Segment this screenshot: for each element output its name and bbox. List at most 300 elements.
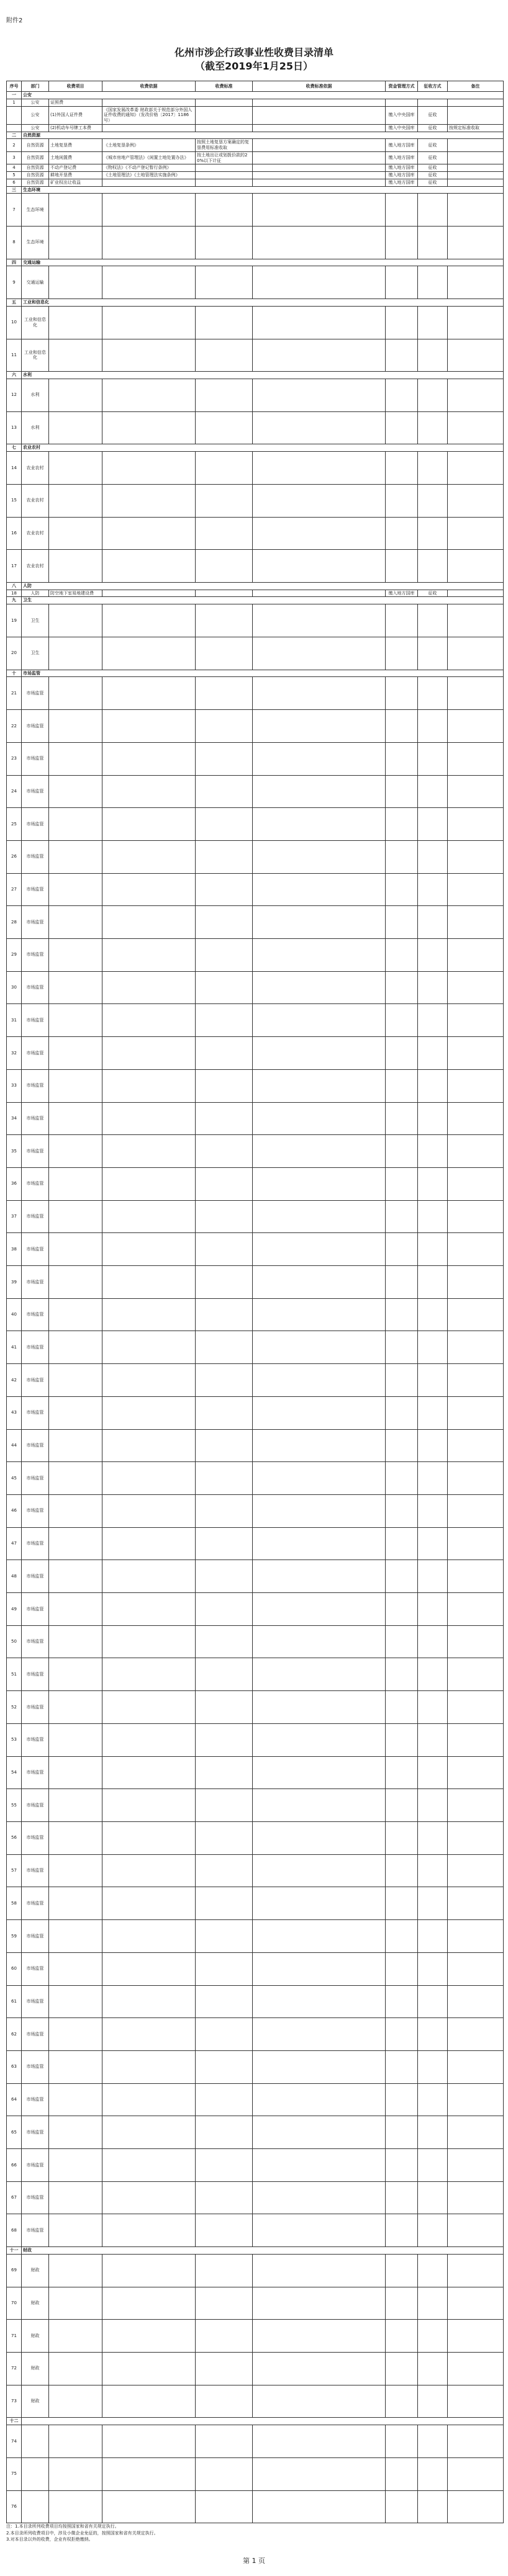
cell-fund	[386, 266, 418, 299]
cell-fund: 缴入中央国库	[386, 124, 418, 132]
cell-fund	[386, 2050, 418, 2083]
cell-no: 9	[7, 266, 22, 299]
section-row	[7, 299, 504, 307]
table-row	[7, 637, 504, 670]
cell-item	[49, 411, 102, 444]
table-row	[7, 677, 504, 710]
table-row	[7, 226, 504, 259]
cell-item: 土地闲置费	[49, 151, 102, 164]
cell-remark	[448, 775, 504, 808]
footnote: 注：1.本目录所列收费项目均按照国家和省有关规定执行。	[6, 2524, 119, 2529]
section-row	[7, 372, 504, 379]
cell-standard	[196, 1233, 253, 1266]
cell-basis	[102, 1854, 196, 1887]
cell-standard	[196, 2214, 253, 2247]
cell-method	[418, 604, 448, 637]
cell-fund	[386, 710, 418, 743]
cell-no: 49	[7, 1593, 22, 1626]
cell-standard-basis	[253, 1723, 386, 1756]
cell-item	[49, 1691, 102, 1724]
cell-no: 60	[7, 1952, 22, 1985]
table-row	[7, 452, 504, 485]
table-row	[7, 1952, 504, 1985]
cell-remark	[448, 1200, 504, 1233]
cell-basis	[102, 1494, 196, 1527]
cell-standard	[196, 306, 253, 339]
cell-item	[49, 2287, 102, 2320]
cell-basis	[102, 1691, 196, 1724]
cell-standard	[196, 172, 253, 179]
cell-method	[418, 677, 448, 710]
cell-item	[49, 2214, 102, 2247]
cell-method	[418, 1822, 448, 1855]
table-row	[7, 2320, 504, 2353]
cell-remark	[448, 1658, 504, 1691]
cell-method	[418, 2254, 448, 2287]
section-no: 五	[7, 299, 22, 307]
cell-method	[418, 2149, 448, 2182]
section-row	[7, 186, 504, 194]
cell-standard-basis	[253, 1756, 386, 1789]
cell-standard	[196, 1658, 253, 1691]
cell-method	[418, 1233, 448, 1266]
cell-remark	[448, 2425, 504, 2458]
cell-remark	[448, 840, 504, 873]
cell-remark	[448, 2149, 504, 2182]
cell-dept: 市场监管	[22, 1266, 49, 1299]
cell-method	[418, 2490, 448, 2523]
table-row	[7, 339, 504, 372]
table-row	[7, 1593, 504, 1626]
cell-fund	[386, 775, 418, 808]
cell-basis	[102, 1364, 196, 1397]
table-row	[7, 139, 504, 152]
cell-standard	[196, 1331, 253, 1364]
cell-standard-basis	[253, 2287, 386, 2320]
cell-method	[418, 1167, 448, 1200]
cell-remark	[448, 139, 504, 152]
cell-method	[418, 550, 448, 583]
cell-dept: 财政	[22, 2385, 49, 2418]
cell-standard-basis	[253, 1233, 386, 1266]
cell-standard-basis	[253, 906, 386, 939]
cell-dept: 市场监管	[22, 1396, 49, 1429]
cell-method	[418, 99, 448, 106]
cell-basis	[102, 124, 196, 132]
cell-method	[418, 1854, 448, 1887]
cell-remark	[448, 637, 504, 670]
cell-fund	[386, 637, 418, 670]
cell-method	[418, 1756, 448, 1789]
cell-standard-basis	[253, 2353, 386, 2385]
cell-standard-basis	[253, 306, 386, 339]
table-row	[7, 2214, 504, 2247]
cell-basis	[102, 99, 196, 106]
cell-item	[49, 1429, 102, 1462]
cell-standard	[196, 1985, 253, 2018]
cell-remark	[448, 1266, 504, 1299]
cell-no: 38	[7, 1233, 22, 1266]
cell-remark	[448, 1167, 504, 1200]
header-no: 序号	[7, 81, 22, 92]
section-title	[22, 2418, 504, 2425]
cell-remark	[448, 1462, 504, 1495]
cell-method	[418, 2287, 448, 2320]
cell-basis	[102, 2320, 196, 2353]
cell-basis	[102, 971, 196, 1004]
cell-item	[49, 971, 102, 1004]
cell-basis	[102, 1331, 196, 1364]
cell-item	[49, 1135, 102, 1168]
document-subtitle: （截至2019年1月25日）	[195, 60, 313, 72]
cell-method	[418, 1135, 448, 1168]
cell-standard-basis	[253, 2425, 386, 2458]
cell-dept: 市场监管	[22, 775, 49, 808]
footnote: 3.对本目录以外的收费，企业有权拒绝缴纳。	[6, 2537, 93, 2542]
cell-fund	[386, 1135, 418, 1168]
cell-remark	[448, 1233, 504, 1266]
cell-item	[49, 1527, 102, 1560]
cell-no: 41	[7, 1331, 22, 1364]
section-title: 市场监管	[22, 670, 504, 677]
cell-standard-basis	[253, 379, 386, 412]
cell-remark	[448, 339, 504, 372]
cell-standard-basis	[253, 99, 386, 106]
cell-basis	[102, 2254, 196, 2287]
cell-method	[418, 226, 448, 259]
cell-remark	[448, 1331, 504, 1364]
cell-standard	[196, 379, 253, 412]
cell-standard-basis	[253, 2254, 386, 2287]
cell-item	[49, 1102, 102, 1135]
cell-dept: 市场监管	[22, 1527, 49, 1560]
cell-standard-basis	[253, 1952, 386, 1985]
cell-remark	[448, 808, 504, 841]
cell-no: 30	[7, 971, 22, 1004]
table-row	[7, 1037, 504, 1070]
cell-basis	[102, 677, 196, 710]
cell-no: 25	[7, 808, 22, 841]
cell-remark	[448, 2214, 504, 2247]
cell-standard	[196, 2490, 253, 2523]
table-row	[7, 2287, 504, 2320]
cell-standard-basis	[253, 266, 386, 299]
cell-method	[418, 1429, 448, 1462]
cell-standard	[196, 2050, 253, 2083]
table-row	[7, 99, 504, 106]
cell-method	[418, 1396, 448, 1429]
cell-no: 4	[7, 164, 22, 172]
cell-no: 18	[7, 590, 22, 597]
cell-remark	[448, 2181, 504, 2214]
cell-fund	[386, 517, 418, 550]
cell-basis	[102, 306, 196, 339]
cell-standard	[196, 1887, 253, 1920]
cell-fund	[386, 1691, 418, 1724]
cell-dept: 市场监管	[22, 1822, 49, 1855]
cell-no: 65	[7, 2116, 22, 2149]
cell-fund	[386, 1789, 418, 1822]
cell-method	[418, 1004, 448, 1037]
cell-basis	[102, 590, 196, 597]
cell-remark	[448, 1854, 504, 1887]
cell-method	[418, 1985, 448, 2018]
cell-dept: 市场监管	[22, 1135, 49, 1168]
cell-standard	[196, 2254, 253, 2287]
cell-standard-basis	[253, 637, 386, 670]
table-row	[7, 971, 504, 1004]
cell-method	[418, 1691, 448, 1724]
cell-no: 46	[7, 1494, 22, 1527]
cell-fund	[386, 2353, 418, 2385]
cell-method	[418, 194, 448, 227]
cell-basis	[102, 1527, 196, 1560]
cell-standard	[196, 1429, 253, 1462]
cell-standard	[196, 742, 253, 775]
cell-method	[418, 339, 448, 372]
cell-basis	[102, 2385, 196, 2418]
cell-item	[49, 550, 102, 583]
cell-standard	[196, 226, 253, 259]
table-row	[7, 808, 504, 841]
cell-item	[49, 2149, 102, 2182]
table-row	[7, 775, 504, 808]
cell-no: 16	[7, 517, 22, 550]
cell-remark	[448, 151, 504, 164]
cell-item	[49, 2116, 102, 2149]
cell-dept: 公安	[22, 99, 49, 106]
cell-fund	[386, 1429, 418, 1462]
table-row	[7, 2385, 504, 2418]
section-no: 十二	[7, 2418, 22, 2425]
table-row	[7, 710, 504, 743]
cell-item	[49, 2320, 102, 2353]
cell-basis	[102, 379, 196, 412]
cell-standard	[196, 1691, 253, 1724]
table-row	[7, 873, 504, 906]
cell-remark	[448, 590, 504, 597]
cell-standard-basis	[253, 1822, 386, 1855]
cell-method: 征收	[418, 179, 448, 186]
section-row	[7, 259, 504, 266]
cell-no: 58	[7, 1887, 22, 1920]
table-row	[7, 411, 504, 444]
cell-fund	[386, 99, 418, 106]
cell-fund	[386, 742, 418, 775]
cell-item	[49, 1985, 102, 2018]
cell-method	[418, 906, 448, 939]
cell-no: 17	[7, 550, 22, 583]
cell-basis	[102, 637, 196, 670]
cell-fund	[386, 1756, 418, 1789]
cell-no: 42	[7, 1364, 22, 1397]
cell-item	[49, 1004, 102, 1037]
cell-item	[49, 1887, 102, 1920]
cell-basis	[102, 1920, 196, 1953]
cell-standard	[196, 179, 253, 186]
cell-standard-basis	[253, 1167, 386, 1200]
cell-basis	[102, 2083, 196, 2116]
cell-standard	[196, 266, 253, 299]
cell-standard-basis	[253, 1789, 386, 1822]
table-row	[7, 1200, 504, 1233]
header-standard: 收费标准	[196, 81, 253, 92]
cell-standard	[196, 775, 253, 808]
cell-remark	[448, 1429, 504, 1462]
cell-standard	[196, 1396, 253, 1429]
cell-standard-basis	[253, 179, 386, 186]
cell-basis	[102, 710, 196, 743]
cell-item	[49, 2018, 102, 2051]
cell-basis: 《国家发展改革委 财政部关于规范部分外国人证件收费的通知》（发改价格〔2017〕1186号）	[102, 106, 196, 124]
cell-no: 61	[7, 1985, 22, 2018]
cell-item	[49, 840, 102, 873]
cell-remark	[448, 906, 504, 939]
cell-dept: 市场监管	[22, 1658, 49, 1691]
cell-item: 矿业权出让收益	[49, 179, 102, 186]
header-standard-basis: 收费标准依据	[253, 81, 386, 92]
cell-fund	[386, 1658, 418, 1691]
cell-basis	[102, 604, 196, 637]
cell-dept: 自然资源	[22, 164, 49, 172]
cell-method	[418, 411, 448, 444]
cell-standard	[196, 808, 253, 841]
cell-item	[49, 1266, 102, 1299]
table-row	[7, 164, 504, 172]
cell-remark	[448, 971, 504, 1004]
footnotes	[6, 2523, 503, 2543]
cell-no: 27	[7, 873, 22, 906]
cell-remark	[448, 179, 504, 186]
cell-standard	[196, 840, 253, 873]
cell-dept: 市场监管	[22, 742, 49, 775]
table-row	[7, 1887, 504, 1920]
cell-no: 43	[7, 1396, 22, 1429]
cell-remark	[448, 2254, 504, 2287]
cell-standard	[196, 1298, 253, 1331]
cell-item	[49, 808, 102, 841]
cell-no: 50	[7, 1625, 22, 1658]
cell-method: 征收	[418, 164, 448, 172]
cell-basis	[102, 906, 196, 939]
cell-method	[418, 1266, 448, 1299]
cell-standard-basis	[253, 411, 386, 444]
cell-no: 34	[7, 1102, 22, 1135]
cell-dept: 市场监管	[22, 2116, 49, 2149]
table-row	[7, 604, 504, 637]
cell-remark	[448, 172, 504, 179]
table-header-row	[7, 81, 504, 92]
cell-remark	[448, 1135, 504, 1168]
cell-no: 11	[7, 339, 22, 372]
cell-dept: 自然资源	[22, 139, 49, 152]
table-row	[7, 2018, 504, 2051]
cell-basis	[102, 517, 196, 550]
cell-dept: 市场监管	[22, 1854, 49, 1887]
cell-remark	[448, 550, 504, 583]
table-row	[7, 1494, 504, 1527]
cell-standard	[196, 2353, 253, 2385]
cell-remark	[448, 1004, 504, 1037]
cell-item	[49, 1658, 102, 1691]
cell-method	[418, 1658, 448, 1691]
cell-fund	[386, 339, 418, 372]
cell-dept: 生态环境	[22, 194, 49, 227]
cell-standard-basis	[253, 2181, 386, 2214]
cell-remark	[448, 1952, 504, 1985]
cell-basis	[102, 1069, 196, 1102]
cell-basis	[102, 808, 196, 841]
cell-remark	[448, 194, 504, 227]
cell-standard	[196, 1200, 253, 1233]
cell-no: 40	[7, 1298, 22, 1331]
cell-no: 59	[7, 1920, 22, 1953]
cell-basis	[102, 2353, 196, 2385]
cell-standard	[196, 1789, 253, 1822]
section-no: 六	[7, 372, 22, 379]
cell-standard-basis	[253, 1920, 386, 1953]
cell-basis	[102, 1037, 196, 1070]
cell-remark	[448, 1560, 504, 1593]
cell-item	[49, 1331, 102, 1364]
cell-fund	[386, 1200, 418, 1233]
cell-standard-basis	[253, 840, 386, 873]
cell-method	[418, 2425, 448, 2458]
cell-standard-basis	[253, 2149, 386, 2182]
cell-basis	[102, 1004, 196, 1037]
cell-dept: 市场监管	[22, 1364, 49, 1397]
cell-standard-basis	[253, 1266, 386, 1299]
cell-standard	[196, 590, 253, 597]
cell-remark	[448, 2490, 504, 2523]
cell-standard-basis	[253, 1396, 386, 1429]
table-row	[7, 1135, 504, 1168]
cell-method	[418, 1625, 448, 1658]
cell-item	[49, 1560, 102, 1593]
cell-item	[49, 637, 102, 670]
cell-standard	[196, 164, 253, 172]
cell-method: 征收	[418, 106, 448, 124]
cell-no: 6	[7, 179, 22, 186]
cell-method: 征收	[418, 139, 448, 152]
section-title: 交通运输	[22, 259, 504, 266]
section-no: 三	[7, 186, 22, 194]
cell-standard-basis	[253, 226, 386, 259]
cell-standard	[196, 2385, 253, 2418]
cell-method	[418, 1789, 448, 1822]
cell-method	[418, 939, 448, 972]
cell-no: 10	[7, 306, 22, 339]
cell-standard	[196, 2320, 253, 2353]
cell-dept: 工业和信息化	[22, 306, 49, 339]
cell-dept: 市场监管	[22, 1756, 49, 1789]
cell-dept: 市场监管	[22, 1723, 49, 1756]
cell-fund	[386, 1527, 418, 1560]
cell-dept: 市场监管	[22, 2149, 49, 2182]
cell-dept: 财政	[22, 2353, 49, 2385]
cell-item	[49, 1952, 102, 1985]
cell-standard-basis	[253, 1102, 386, 1135]
cell-remark	[448, 1102, 504, 1135]
cell-method: 征收	[418, 124, 448, 132]
cell-item	[49, 1069, 102, 1102]
cell-standard-basis	[253, 1854, 386, 1887]
cell-dept: 自然资源	[22, 179, 49, 186]
cell-method	[418, 379, 448, 412]
cell-dept: 市场监管	[22, 1298, 49, 1331]
cell-fund	[386, 1102, 418, 1135]
cell-dept: 市场监管	[22, 2050, 49, 2083]
